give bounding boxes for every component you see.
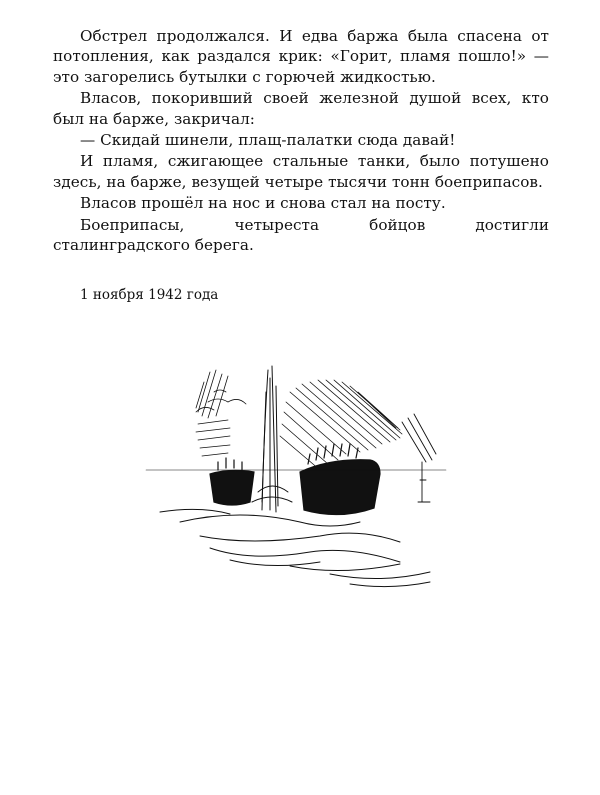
paragraph-shore: Боеприпасы, четыреста бойцов достигли сталинградского берега. — [53, 215, 549, 255]
water-column — [252, 366, 292, 512]
paragraph-vlasov-post: Власов прошёл на нос и снова стал на посту. — [80, 194, 446, 213]
distant-mast — [402, 414, 436, 502]
barge-under-fire-illustration — [140, 352, 460, 592]
paragraph-vlasov-shout: Власов, покоривший своей железной душой всех, кто был на барже, закричал: — [53, 89, 549, 128]
paragraph-shelling: Обстрел продолжался. И едва баржа была спасена от потопления, как раздался крик: «Горит, пламя пошло!» — это загорелись бутылки с горючей жидкостью. — [53, 27, 549, 86]
date-line: 1 ноября 1942 года — [80, 287, 219, 303]
smoke-hatching — [196, 370, 246, 456]
left-barge — [210, 458, 254, 505]
right-barge — [300, 444, 380, 515]
paragraph-fire-extinguished: И пламя, сжигающее стальные танки, было потушено здесь, на барже, везущей четыре тысячи тонн боеприпасов. — [53, 152, 549, 191]
water-ripples — [160, 509, 430, 586]
paragraph-command: — Скидай шинели, плащ-палатки сюда давай! — [80, 131, 456, 150]
sky-hatching-right — [280, 380, 402, 470]
body-text — [53, 26, 549, 255]
